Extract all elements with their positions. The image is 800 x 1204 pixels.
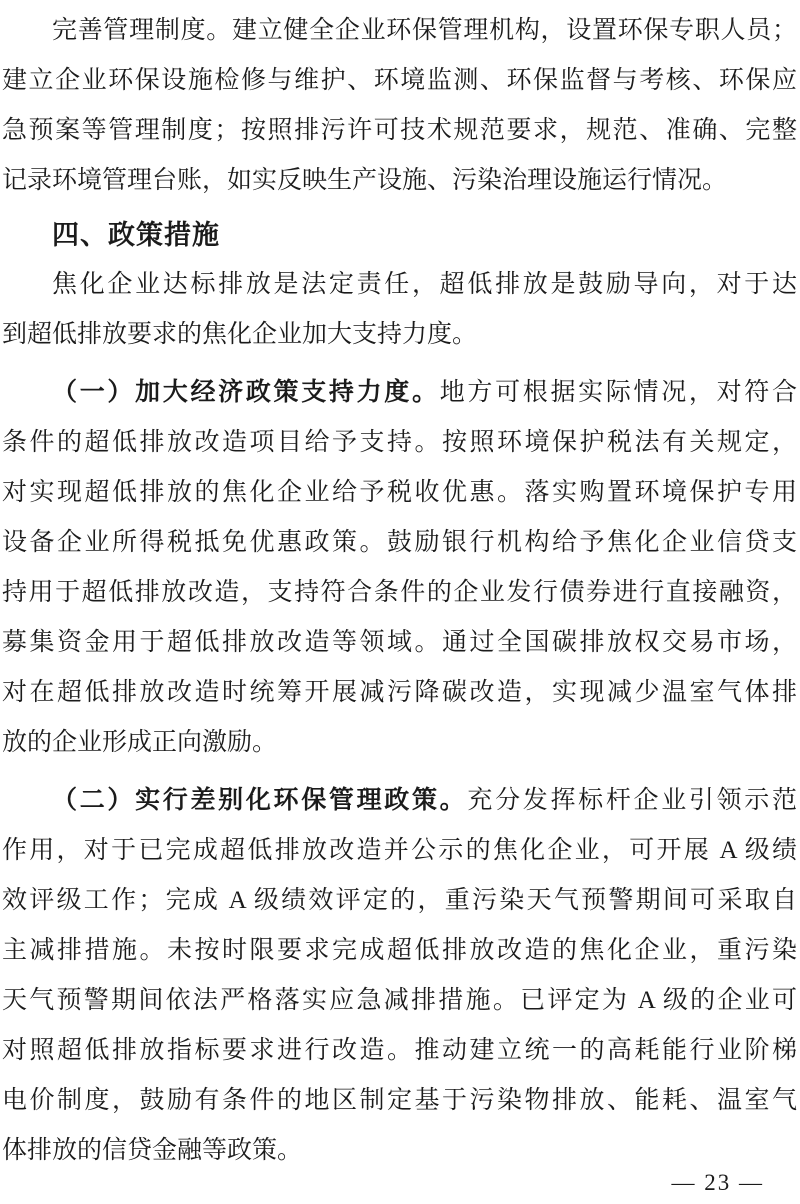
body-text: 建立企业环保设施检修与维护、环境监测、环保监督与考核、环保应 bbox=[2, 67, 797, 94]
bold-lead-text: （一）加大经济政策支持力度。 bbox=[52, 379, 440, 406]
bold-lead-text: （二）实行差别化环保管理政策。 bbox=[52, 787, 468, 814]
body-text: 急预案等管理制度；按照排污许可技术规范要求，规范、准确、完整 bbox=[2, 117, 797, 144]
text-line bbox=[2, 468, 797, 518]
text-line bbox=[2, 210, 797, 260]
body-text: 对实现超低排放的焦化企业给予税收优惠。落实购置环境保护专用 bbox=[2, 479, 797, 506]
text-line bbox=[2, 826, 797, 876]
text-line bbox=[2, 976, 797, 1026]
paragraph-section-intro bbox=[2, 260, 797, 360]
body-text: 对照超低排放指标要求进行改造。推动建立统一的高耗能行业阶梯 bbox=[2, 1037, 797, 1064]
text-line bbox=[2, 368, 797, 418]
paragraph-differentiated-policy bbox=[2, 776, 797, 1176]
text-line bbox=[2, 518, 797, 568]
text-line bbox=[2, 926, 797, 976]
bold-lead-text: 四、政策措施 bbox=[52, 220, 220, 250]
text-line bbox=[2, 56, 797, 106]
body-text: 到超低排放要求的焦化企业加大支持力度。 bbox=[2, 321, 478, 348]
section-heading-4 bbox=[2, 210, 797, 260]
text-line bbox=[2, 106, 797, 156]
body-text: 放的企业形成正向激励。 bbox=[2, 729, 278, 756]
text-line bbox=[2, 876, 797, 926]
text-line bbox=[2, 1126, 797, 1176]
paragraph-management-system bbox=[2, 6, 797, 206]
body-text: 条件的超低排放改造项目给予支持。按照环境保护税法有关规定， bbox=[2, 429, 797, 456]
body-text: 体排放的信贷金融等政策。 bbox=[2, 1137, 303, 1164]
text-line bbox=[2, 568, 797, 618]
body-text: 电价制度，鼓励有条件的地区制定基于污染物排放、能耗、温室气 bbox=[2, 1087, 797, 1114]
text-line bbox=[2, 418, 797, 468]
text-line bbox=[2, 618, 797, 668]
body-text: 记录环境管理台账，如实反映生产设施、污染治理设施运行情况。 bbox=[2, 167, 728, 194]
text-line bbox=[2, 156, 797, 206]
text-line bbox=[2, 260, 797, 310]
body-text: 募集资金用于超低排放改造等领域。通过全国碳排放权交易市场， bbox=[2, 629, 797, 656]
text-line bbox=[2, 718, 797, 768]
body-text: 地方可根据实际情况，对符合 bbox=[439, 379, 797, 406]
text-line bbox=[2, 6, 797, 56]
body-text: 对在超低排放改造时统筹开展减污降碳改造，实现减少温室气体排 bbox=[2, 679, 797, 706]
text-line bbox=[2, 310, 797, 360]
text-line bbox=[2, 668, 797, 718]
text-line bbox=[2, 1076, 797, 1126]
body-text: 作用，对于已完成超低排放改造并公示的焦化企业，可开展 A 级绩 bbox=[2, 837, 797, 864]
body-text: 完善管理制度。建立健全企业环保管理机构，设置环保专职人员； bbox=[52, 17, 797, 44]
body-text: 设备企业所得税抵免优惠政策。鼓励银行机构给予焦化企业信贷支 bbox=[2, 529, 797, 556]
page-number: — 23 — bbox=[671, 1170, 764, 1195]
body-text: 持用于超低排放改造，支持符合条件的企业发行债券进行直接融资， bbox=[2, 579, 797, 606]
body-text: 焦化企业达标排放是法定责任，超低排放是鼓励导向，对于达 bbox=[52, 271, 797, 298]
body-text: 天气预警期间依法严格落实应急减排措施。已评定为 A 级的企业可 bbox=[2, 987, 797, 1014]
text-line bbox=[2, 776, 797, 826]
text-line bbox=[2, 1026, 797, 1076]
body-text: 充分发挥标杆企业引领示范 bbox=[467, 787, 797, 814]
body-text: 效评级工作；完成 A 级绩效评定的，重污染天气预警期间可采取自 bbox=[2, 887, 797, 914]
paragraph-economic-policy bbox=[2, 368, 797, 768]
body-text: 主减排措施。未按时限要求完成超低排放改造的焦化企业，重污染 bbox=[2, 937, 797, 964]
